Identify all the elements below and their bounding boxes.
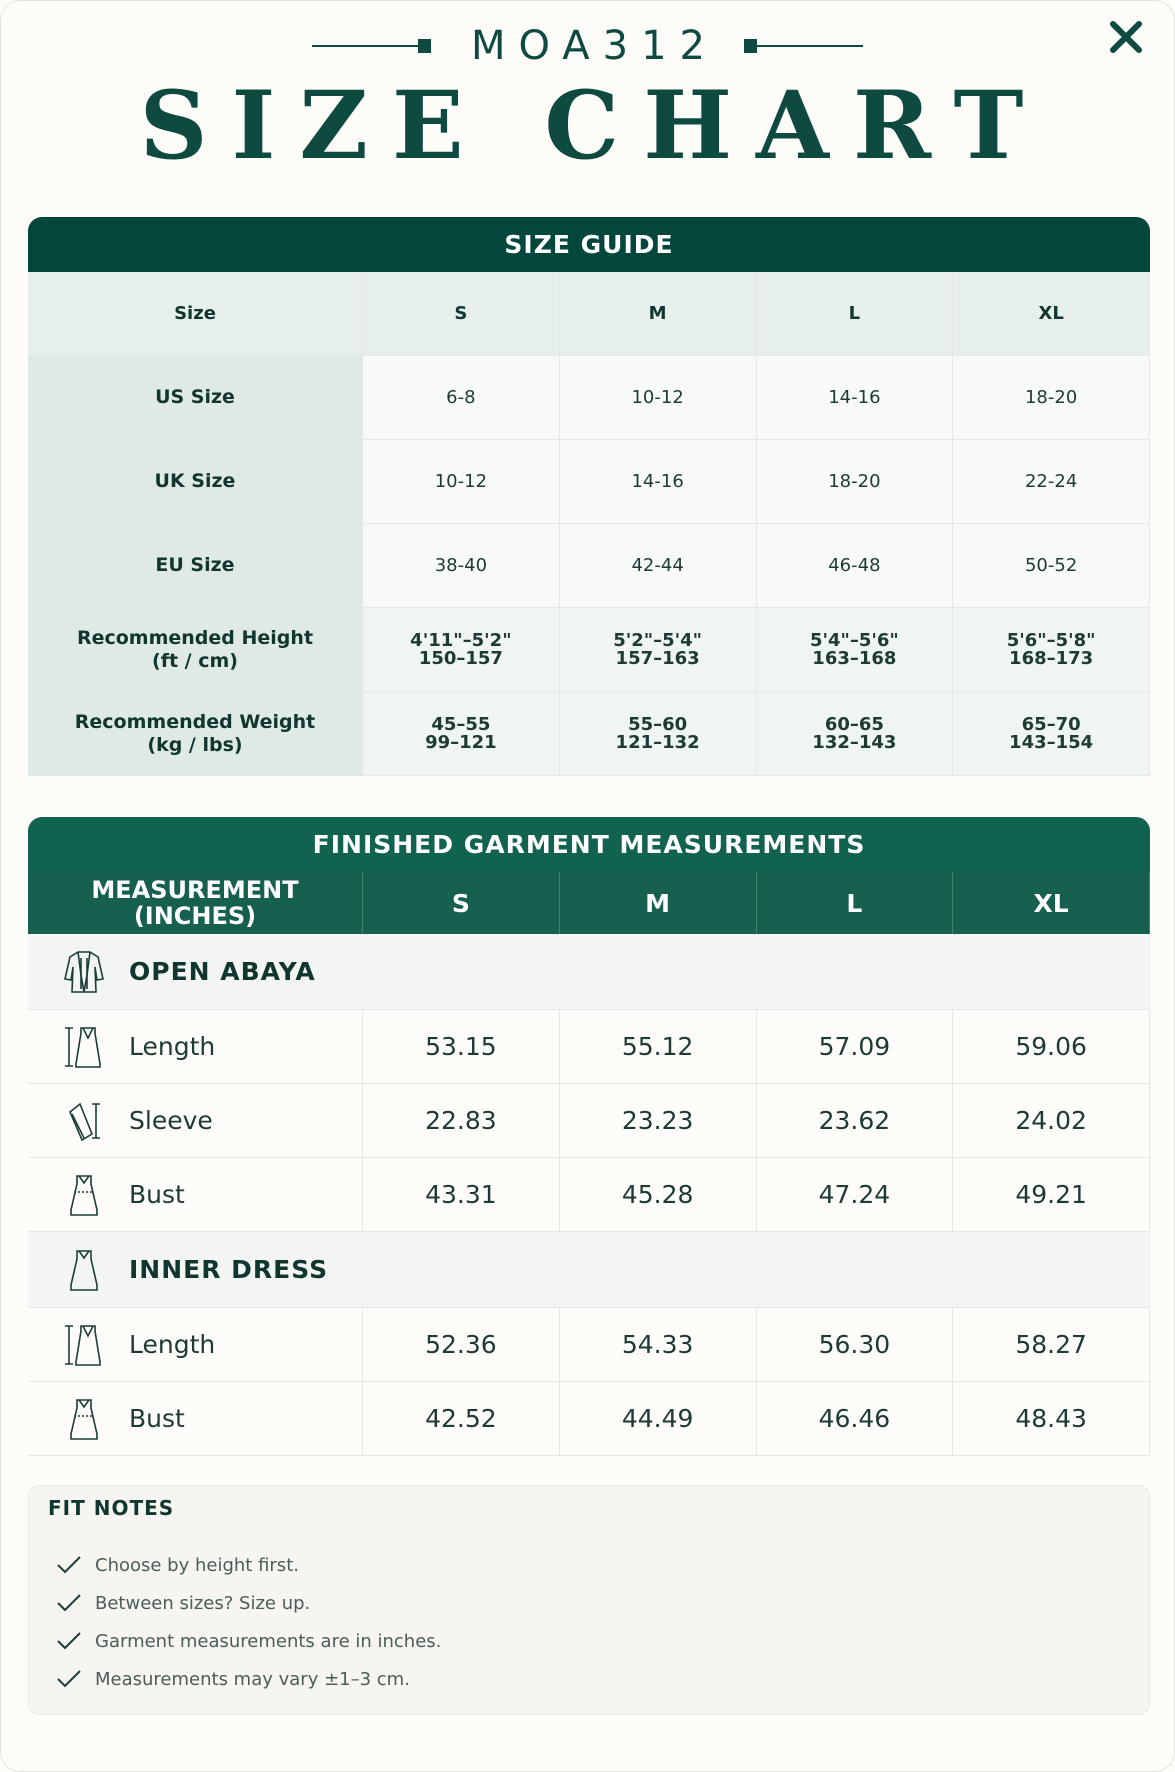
table-cell: 38-40	[363, 524, 560, 608]
table-row	[28, 608, 1150, 692]
fit-notes	[28, 1485, 1150, 1715]
value-metric: 150–157	[418, 647, 503, 669]
value-imperial: 4'11"–5'2"	[410, 629, 512, 651]
brand-rule-right	[748, 45, 863, 47]
table-cell: 6-8	[363, 356, 560, 440]
table-cell: 50-52	[953, 524, 1150, 608]
table-cell: 45.28	[560, 1158, 757, 1232]
header-cell: M	[560, 872, 757, 934]
value-imperial: 121–132	[615, 731, 700, 753]
table-cell: 44.49	[560, 1382, 757, 1456]
list-item	[55, 1546, 441, 1584]
table-cell: 58.27	[953, 1308, 1150, 1382]
row-label	[28, 1308, 363, 1382]
table-cell: 49.21	[953, 1158, 1150, 1232]
table-cell: 24.02	[953, 1084, 1150, 1158]
brand-rule-left	[312, 45, 427, 47]
row-label: US Size	[28, 356, 363, 440]
length-icon	[56, 1023, 111, 1071]
header-cell: S	[363, 272, 560, 356]
value-imperial: 5'6"–5'8"	[1006, 629, 1096, 651]
table-cell: 23.62	[757, 1084, 954, 1158]
table-cell	[757, 692, 954, 776]
fit-notes-title: FIT NOTES	[48, 1496, 175, 1520]
inner-dress-icon	[56, 1246, 111, 1294]
table-cell: 42.52	[363, 1382, 560, 1456]
fit-notes-list	[55, 1546, 441, 1698]
table-cell	[953, 608, 1150, 692]
header-unit: (INCHES)	[133, 902, 257, 930]
measurement-label: Length	[129, 1032, 216, 1061]
value-metric: 163–168	[812, 647, 897, 669]
table-cell: 23.23	[560, 1084, 757, 1158]
table-cell: 47.24	[757, 1158, 954, 1232]
header-cell	[28, 872, 363, 934]
page-title: SIZE CHART	[139, 71, 1048, 181]
value-metric: 65–70	[1021, 713, 1081, 735]
table-cell: 52.36	[363, 1308, 560, 1382]
value-imperial: 132–143	[812, 731, 897, 753]
header-cell: XL	[953, 872, 1150, 934]
row-label-main: Recommended Height	[76, 626, 314, 649]
row-label-main: Recommended Weight	[74, 710, 316, 733]
table-cell: 22-24	[953, 440, 1150, 524]
measurement-label: Length	[129, 1330, 216, 1359]
measurement-label: Sleeve	[129, 1106, 213, 1135]
value-imperial: 5'4"–5'6"	[809, 629, 899, 651]
table-cell: 57.09	[757, 1010, 954, 1084]
note-text: Garment measurements are in inches.	[95, 1630, 442, 1652]
note-text: Measurements may vary ±1–3 cm.	[95, 1668, 410, 1690]
table-cell: 10-12	[560, 356, 757, 440]
note-text: Choose by height first.	[95, 1554, 299, 1576]
list-item	[55, 1660, 441, 1698]
table-cell	[363, 608, 560, 692]
table-cell: 43.31	[363, 1158, 560, 1232]
row-label	[28, 608, 363, 692]
measurement-label: Bust	[129, 1404, 185, 1433]
row-label	[28, 1084, 363, 1158]
table-cell: 14-16	[560, 440, 757, 524]
length-icon	[56, 1321, 111, 1369]
value-metric: 55–60	[628, 713, 688, 735]
table-row	[28, 356, 1150, 440]
table-cell	[953, 692, 1150, 776]
bust-icon	[56, 1395, 111, 1443]
garment-banner: FINISHED GARMENT MEASUREMENTS	[28, 817, 1150, 872]
row-label	[28, 1382, 363, 1456]
table-cell: 18-20	[953, 356, 1150, 440]
table-row	[28, 1084, 1150, 1158]
row-label-unit: (kg / lbs)	[147, 733, 243, 756]
header-label: MEASUREMENT	[91, 876, 299, 904]
check-icon	[55, 1553, 83, 1577]
table-row	[28, 440, 1150, 524]
header-cell: M	[560, 272, 757, 356]
value-metric: 60–65	[824, 713, 884, 735]
table-row	[28, 1010, 1150, 1084]
table-cell: 46-48	[757, 524, 954, 608]
size-guide-header-row	[28, 272, 1150, 356]
value-imperial: 5'2"–5'4"	[613, 629, 703, 651]
row-label: EU Size	[28, 524, 363, 608]
value-metric: 45–55	[431, 713, 491, 735]
table-cell: 46.46	[757, 1382, 954, 1456]
table-cell: 59.06	[953, 1010, 1150, 1084]
table-row	[28, 692, 1150, 776]
bust-icon	[56, 1171, 111, 1219]
header-cell: S	[363, 872, 560, 934]
table-cell: 14-16	[757, 356, 954, 440]
table-cell: 55.12	[560, 1010, 757, 1084]
table-cell	[560, 608, 757, 692]
note-text: Between sizes? Size up.	[95, 1592, 311, 1614]
header-cell: Size	[28, 272, 363, 356]
table-cell: 48.43	[953, 1382, 1150, 1456]
value-metric: 157–163	[615, 647, 700, 669]
garment-measurements-table	[28, 817, 1150, 1456]
row-label	[28, 692, 363, 776]
table-cell	[560, 692, 757, 776]
check-icon	[55, 1667, 83, 1691]
table-cell: 53.15	[363, 1010, 560, 1084]
table-cell: 42-44	[560, 524, 757, 608]
header-cell: XL	[953, 272, 1150, 356]
row-label	[28, 1010, 363, 1084]
table-cell: 54.33	[560, 1308, 757, 1382]
check-icon	[55, 1629, 83, 1653]
section-header-inner-dress	[28, 1232, 1150, 1308]
section-title: INNER DRESS	[129, 1255, 329, 1284]
row-label-unit: (ft / cm)	[152, 649, 238, 672]
garment-header-row	[28, 872, 1150, 934]
value-imperial: 143–154	[1009, 731, 1094, 753]
value-metric: 168–173	[1009, 647, 1094, 669]
table-cell: 22.83	[363, 1084, 560, 1158]
row-label: UK Size	[28, 440, 363, 524]
table-cell: 18-20	[757, 440, 954, 524]
sleeve-icon	[56, 1097, 111, 1145]
section-header-open-abaya	[28, 934, 1150, 1010]
measurement-label: Bust	[129, 1180, 185, 1209]
list-item	[55, 1584, 441, 1622]
header-cell: L	[757, 272, 954, 356]
table-row	[28, 1158, 1150, 1232]
value-imperial: 99–121	[425, 731, 497, 753]
list-item	[55, 1622, 441, 1660]
size-guide-banner: SIZE GUIDE	[28, 217, 1150, 272]
table-cell	[363, 692, 560, 776]
table-cell: 10-12	[363, 440, 560, 524]
open-abaya-icon	[56, 948, 111, 996]
header-cell: L	[757, 872, 954, 934]
table-row	[28, 1308, 1150, 1382]
brand-line	[1, 23, 1174, 69]
brand-name: MOA312	[470, 23, 718, 69]
section-title: OPEN ABAYA	[129, 957, 316, 986]
row-label	[28, 1158, 363, 1232]
check-icon	[55, 1591, 83, 1615]
table-cell: 56.30	[757, 1308, 954, 1382]
table-row	[28, 1382, 1150, 1456]
table-row	[28, 524, 1150, 608]
table-cell	[757, 608, 954, 692]
size-guide-table	[28, 217, 1150, 776]
